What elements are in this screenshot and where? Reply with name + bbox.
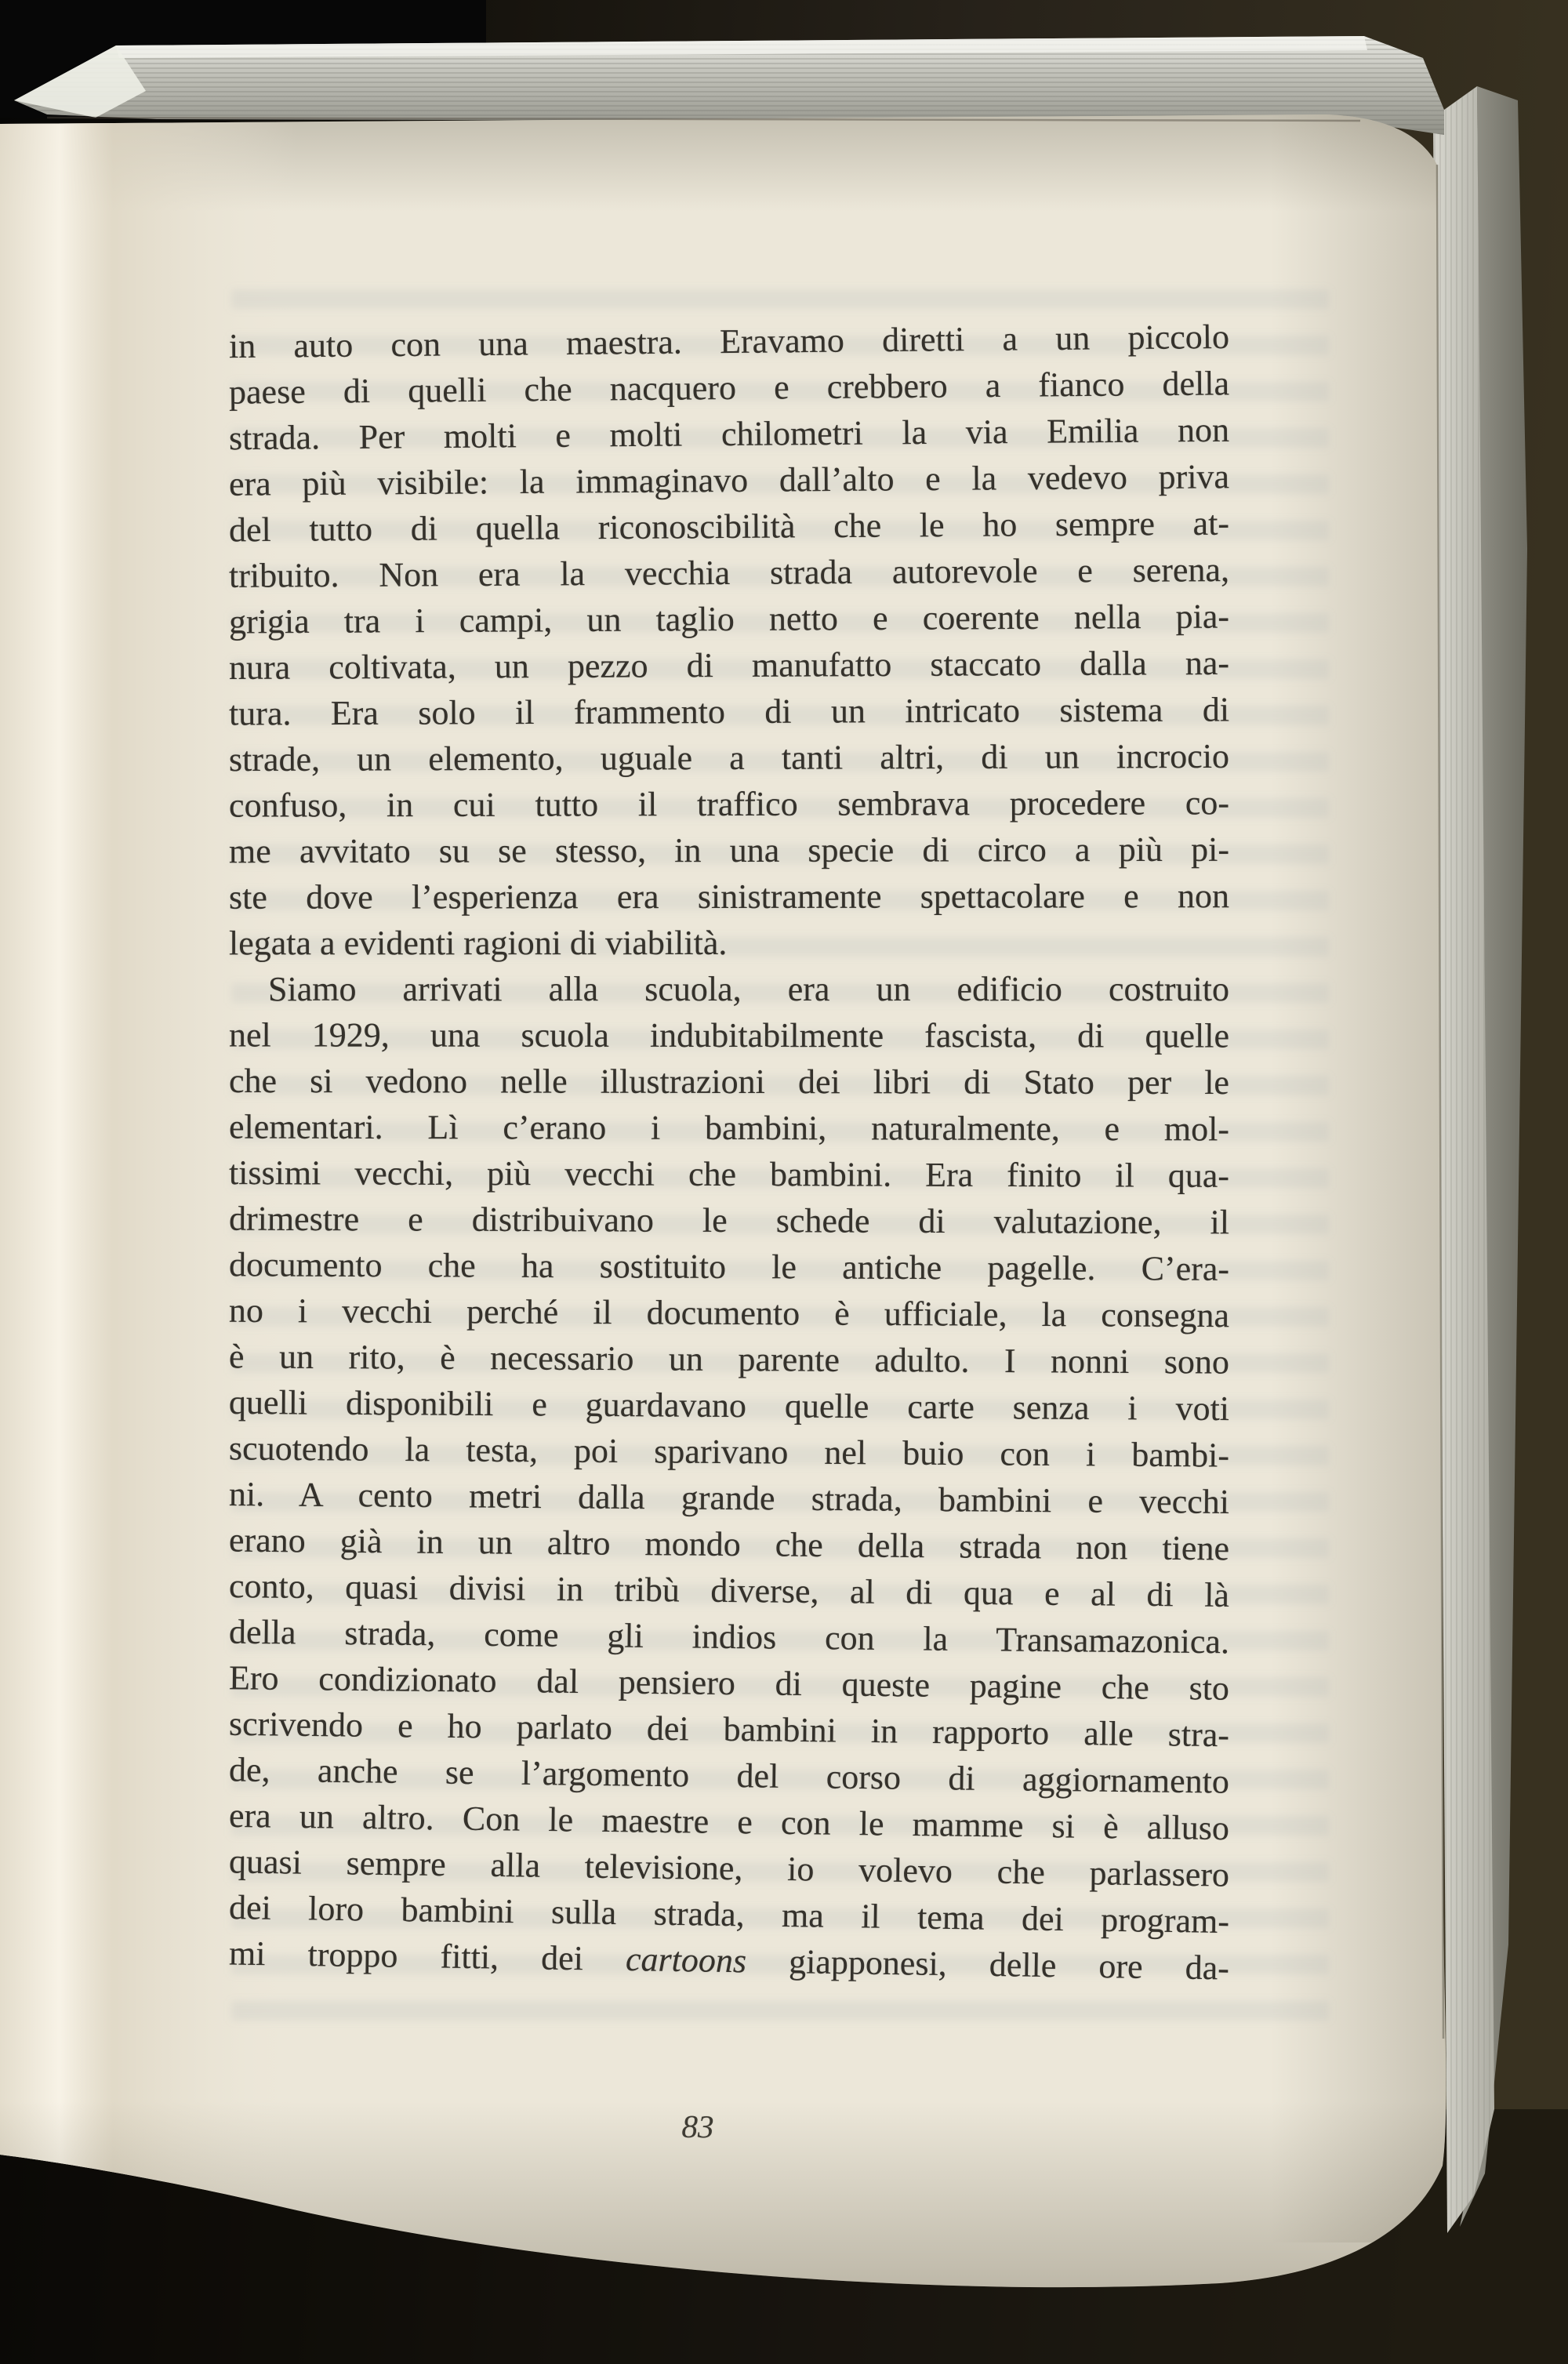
text-line: dei loro bambini sulla strada, ma il tema dei program- [228,1887,1230,1941]
text-line: tribuito. Non era la vecchia strada autorevole e serena, [228,550,1230,595]
text-line: era un altro. Con le maestre e con le mamme si è alluso [228,1796,1230,1848]
text-line: della strada, come gli indios con la Transamazonica. [228,1612,1230,1661]
text-line: confuso, in cui tutto il traffico sembrava procedere co- [228,783,1230,825]
text-line: Siamo arrivati alla scuola, era un edificio costruito [267,969,1230,1009]
text-line: legata a evidenti ragioni di viabilità. [228,924,728,963]
text-line: erano già in un altro mondo che della strada non tiene [228,1520,1230,1568]
text-line: del tutto di quella riconoscibilità che le ho sempre at- [228,503,1230,550]
text-line: è un rito, è necessario un parente adulto. I nonni sono [228,1337,1230,1382]
text-line: de, anche se l’argomento del corso di aggiornamento [228,1750,1230,1801]
text-line: Ero condizionato dal pensiero di queste pagine che sto [228,1658,1230,1708]
text-line: documento che ha sostituito le antiche pagelle. C’era- [228,1245,1230,1288]
text-line: mi troppo fitti, dei cartoons giapponesi, delle ore da- [228,1934,1230,1988]
text-line: strade, un elemento, uguale a tanti altri, di un incrocio [228,736,1230,779]
text-line: era più visibile: la immaginavo dall’alto e la vedevo priva [228,457,1230,503]
text-line: grigia tra i campi, un taglio netto e coerente nella pia- [228,597,1230,641]
text-line: in auto con una maestra. Eravamo diretti a un piccolo [228,317,1230,366]
page-number: 83 [681,2108,714,2145]
text-line: paese di quelli che nacquero e crebbero a fianco della [228,364,1230,412]
text-line: scrivendo e ho parlato dei bambini in rapporto alle stra- [228,1704,1230,1755]
text-line: quelli disponibili e guardavano quelle carte senza i voti [228,1382,1230,1429]
text-line: elementari. Lì c’erano i bambini, naturalmente, e mol- [228,1107,1230,1149]
text-line: quasi sempre alla televisione, io volevo che parlassero [228,1842,1230,1894]
text-line: strada. Per molti e molti chilometri la via Emilia non [228,410,1230,458]
text-line: ste dove l’esperienza era sinistramente spettacolare e non [228,877,1230,917]
text-line: conto, quasi divisi in tribù diverse, al di qua e al di là [228,1567,1230,1614]
text-line: scuotendo la testa, poi sparivano nel buio con i bambi- [228,1429,1230,1475]
text-line: drimestre e distribuivano le schede di valutazione, il [228,1199,1230,1242]
text-line: ni. A cento metri dalla grande strada, bambini e vecchi [228,1474,1230,1522]
text-line: me avvitato su se stesso, in una specie di circo a più pi- [228,830,1230,871]
text-line: tura. Era solo il frammento di un intricato sistema di [228,690,1230,733]
text-line: che si vedono nelle illustrazioni dei libri di Stato per le [228,1061,1230,1102]
page-text [228,317,1230,1988]
text-line: tissimi vecchi, più vecchi che bambini. Era finito il qua- [228,1153,1230,1195]
text-line: nel 1929, una scuola indubitabilmente fascista, di quelle [228,1015,1230,1055]
text-line: no i vecchi perché il documento è ufficiale, la consegna [228,1291,1230,1335]
text-line: nura coltivata, un pezzo di manufatto staccato dalla na- [228,643,1230,688]
